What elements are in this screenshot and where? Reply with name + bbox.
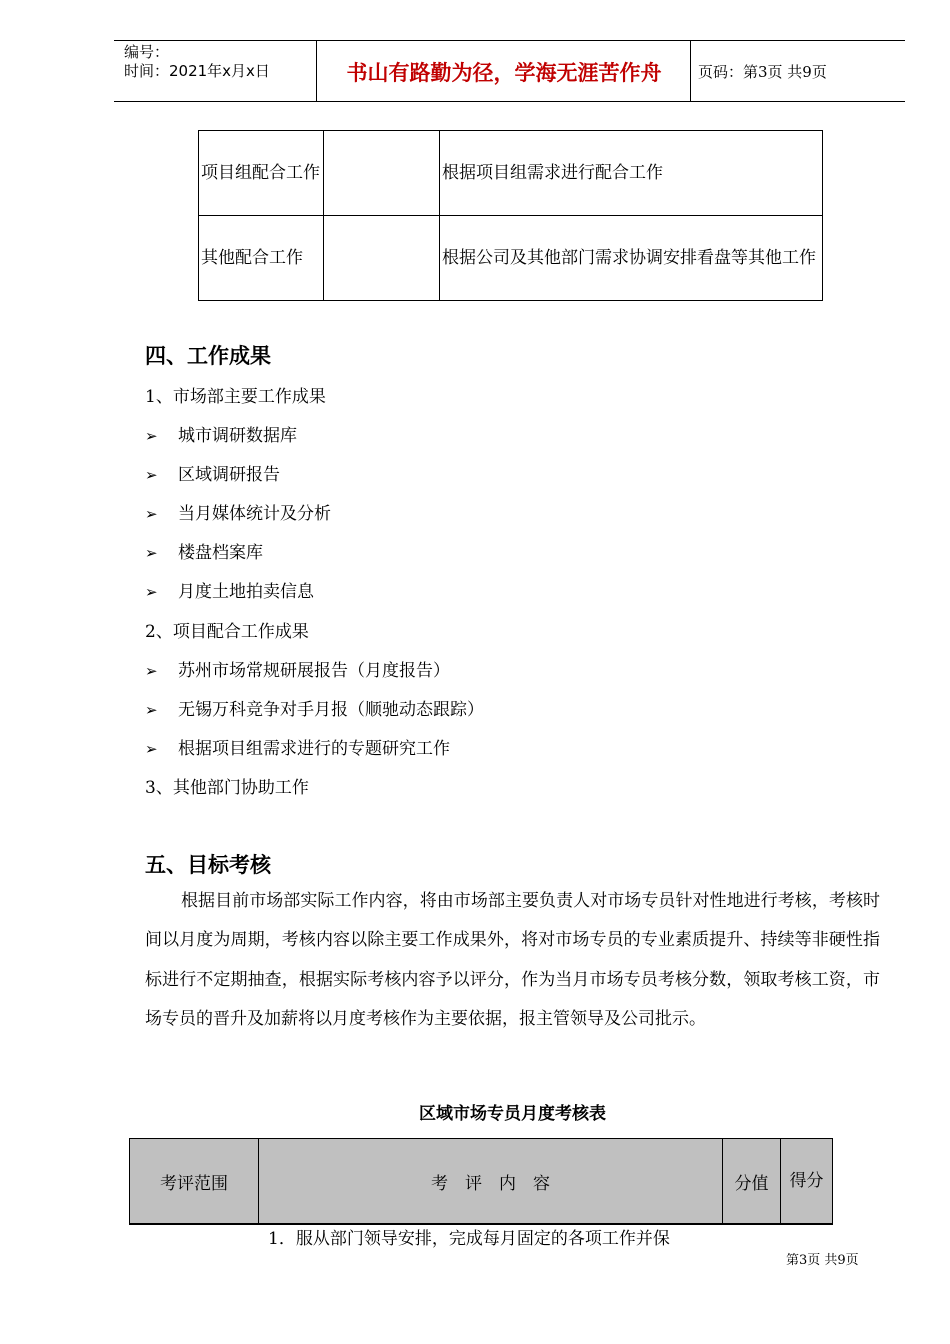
table-cell: 根据公司及其他部门需求协调安排看盘等其他工作 — [440, 216, 823, 301]
table-cell — [324, 216, 440, 301]
table-row — [199, 131, 823, 216]
section-heading: 四、工作成果 — [145, 344, 271, 368]
arrow-bullet-icon: ➢ — [145, 583, 158, 601]
section-heading: 五、目标考核 — [145, 853, 271, 877]
table-row-text: 1．服从部门领导安排，完成每月固定的各项工作并保 — [268, 1229, 670, 1249]
header-meta — [124, 43, 270, 81]
list-item: ➢ 当月媒体统计及分析 — [145, 504, 331, 524]
header-divider — [690, 41, 691, 101]
column-header: 考 评 内 容 — [259, 1139, 723, 1224]
list-heading: 1、市场部主要工作成果 — [145, 387, 326, 407]
header-page: 页码：第3页 共9页 — [698, 63, 827, 81]
list-heading: 3、其他部门协助工作 — [145, 778, 309, 798]
arrow-bullet-icon: ➢ — [145, 662, 158, 680]
list-item: ➢ 苏州市场常规研展报告（月度报告） — [145, 661, 450, 681]
table-header-row — [130, 1139, 833, 1224]
column-header: 考评范围 — [130, 1139, 259, 1224]
list-item: ➢ 根据项目组需求进行的专题研究工作 — [145, 739, 450, 759]
arrow-bullet-icon: ➢ — [145, 544, 158, 562]
list-item: ➢ 无锡万科竞争对手月报（顺驰动态跟踪） — [145, 700, 484, 720]
arrow-bullet-icon: ➢ — [145, 740, 158, 758]
arrow-bullet-icon: ➢ — [145, 701, 158, 719]
table-cell: 其他配合工作 — [199, 216, 324, 301]
header-number: 编号： — [124, 43, 170, 61]
table-row — [199, 216, 823, 301]
work-table — [198, 130, 823, 301]
list-heading: 2、项目配合工作成果 — [145, 622, 309, 642]
assessment-table — [129, 1138, 833, 1225]
column-header: 得分 — [781, 1139, 833, 1224]
table-caption: 区域市场专员月度考核表 — [419, 1104, 606, 1124]
header-time: 时间：2021年x月x日 — [124, 62, 270, 80]
list-item: ➢ 月度土地拍卖信息 — [145, 582, 314, 602]
arrow-bullet-icon: ➢ — [145, 466, 158, 484]
column-header: 分值 — [723, 1139, 781, 1224]
header-divider — [316, 41, 317, 101]
list-item: ➢ 楼盘档案库 — [145, 543, 263, 563]
table-cell: 项目组配合工作 — [199, 131, 324, 216]
table-cell — [324, 131, 440, 216]
header-motto: 书山有路勤为径，学海无涯苦作舟 — [346, 61, 662, 85]
list-item: ➢ 区域调研报告 — [145, 465, 280, 485]
list-item: ➢ 城市调研数据库 — [145, 426, 297, 446]
page-header — [114, 40, 905, 102]
body-paragraph: 根据目前市场部实际工作内容，将由市场部主要负责人对市场专员针对性地进行考核，考核时间以月度为周期，考核内容以除主要工作成果外，将对市场专员的专业素质提升、持续等非硬性指标进行不定期抽查，根据实际考核内容予以评分，作为当月市场专员考核分数，领取考核工资，市场专员的晋升及加薪将以月度考核作为主要依据，报主管领导及公司批示。 — [145, 891, 880, 1029]
arrow-bullet-icon: ➢ — [145, 505, 158, 523]
table-cell: 根据项目组需求进行配合工作 — [440, 131, 823, 216]
arrow-bullet-icon: ➢ — [145, 427, 158, 445]
page-footer: 第3页 共9页 — [786, 1253, 859, 1268]
